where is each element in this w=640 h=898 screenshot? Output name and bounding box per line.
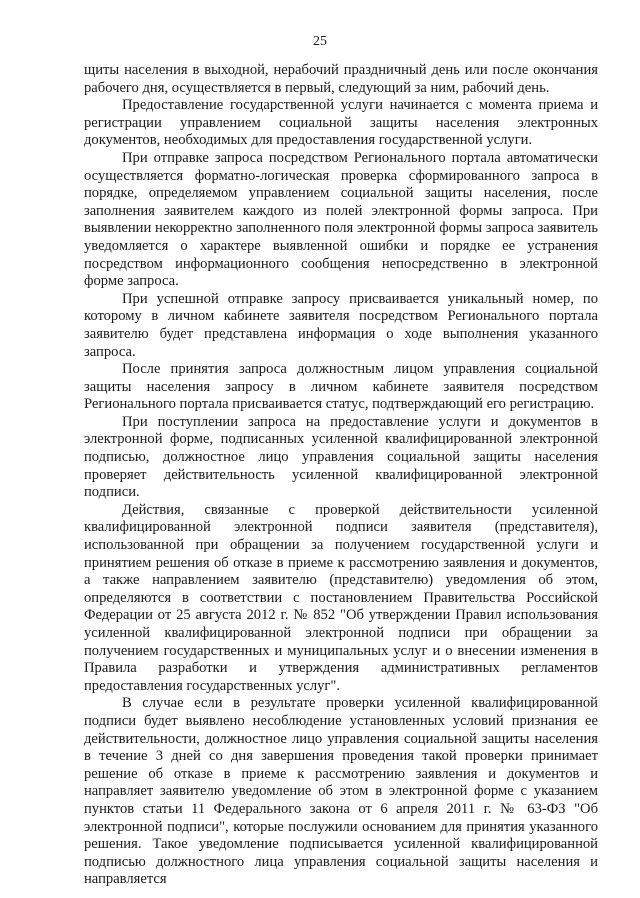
paragraph: При поступлении запроса на предоставление услуги и документов в электронной форме, подписанных усиленной квалифицированной электронной подписью, должностное лицо управления социальной защиты населения проверяет действительность усиленной квалифицированной электронной подписи. [84,413,598,501]
document-body [84,62,598,889]
page-number: 25 [313,34,327,49]
paragraph: Действия, связанные с проверкой действительности усиленной квалифицированной электронной подписи заявителя (представителя), использованной при обращении за получением государственной услуги и принятием решения об отказе в приеме к рассмотрению заявления и документов, а также направлением заявителю (представителю) уведомления об этом, определяются в соответствии с постановлением Правительства Российской Федерации от 25 августа 2012 г. № 852 "Об утверждении Правил использования усиленной квалифицированной электронной подписи при обращении за получением государственных и муниципальных услуг и о внесении изменения в Правила разработки и утверждения административных регламентов предоставления государственных услуг". [84,501,598,694]
paragraph: При успешной отправке запросу присваивается уникальный номер, по которому в личном кабинете заявителя посредством Регионального портала заявителю будет представлена информация о ходе выполнения указанного запроса. [84,290,598,360]
paragraph: Предоставление государственной услуги начинается с момента приема и регистрации управлением социальной защиты населения электронных документов, необходимых для предоставления государственной услуги. [84,97,598,149]
paragraph: При отправке запроса посредством Регионального портала автоматически осуществляется форматно-логическая проверка сформированного запроса в порядке, определяемом управлением социальной защиты населения, после заполнения заявителем каждого из полей электронной формы запроса. При выявлении некорректно заполненного поля электронной формы запроса заявитель уведомляется о характере выявленной ошибки и порядке ее устранения посредством информационного сообщения непосредственно в электронной форме запроса. [84,149,598,290]
paragraph: В случае если в результате проверки усиленной квалифицированной подписи будет выявлено несоблюдение установленных условий признания ее действительности, должностное лицо управления социальной защиты населения в течение 3 дней со дня завершения проведения такой проверки принимает решение об отказе в приеме к рассмотрению заявления и документов и направляет заявителю уведомление об этом в электронной форме с указанием пунктов статьи 11 Федерального закона от 6 апреля 2011 г. № 63-ФЗ "Об электронной подписи", которые послужили основанием для принятия указанного решения. Такое уведомление подписывается усиленной квалифицированной подписью должностного лица управления социальной защиты населения и направляется [84,695,598,888]
paragraph: После принятия запроса должностным лицом управления социальной защиты населения запросу в личном кабинете заявителя посредством Регионального портала присваивается статус, подтверждающий его регистрацию. [84,361,598,413]
paragraph-continuation: щиты населения в выходной, нерабочий праздничный день или после окончания рабочего дня, осуществляется в первый, следующий за ним, рабочий день. [84,62,598,96]
